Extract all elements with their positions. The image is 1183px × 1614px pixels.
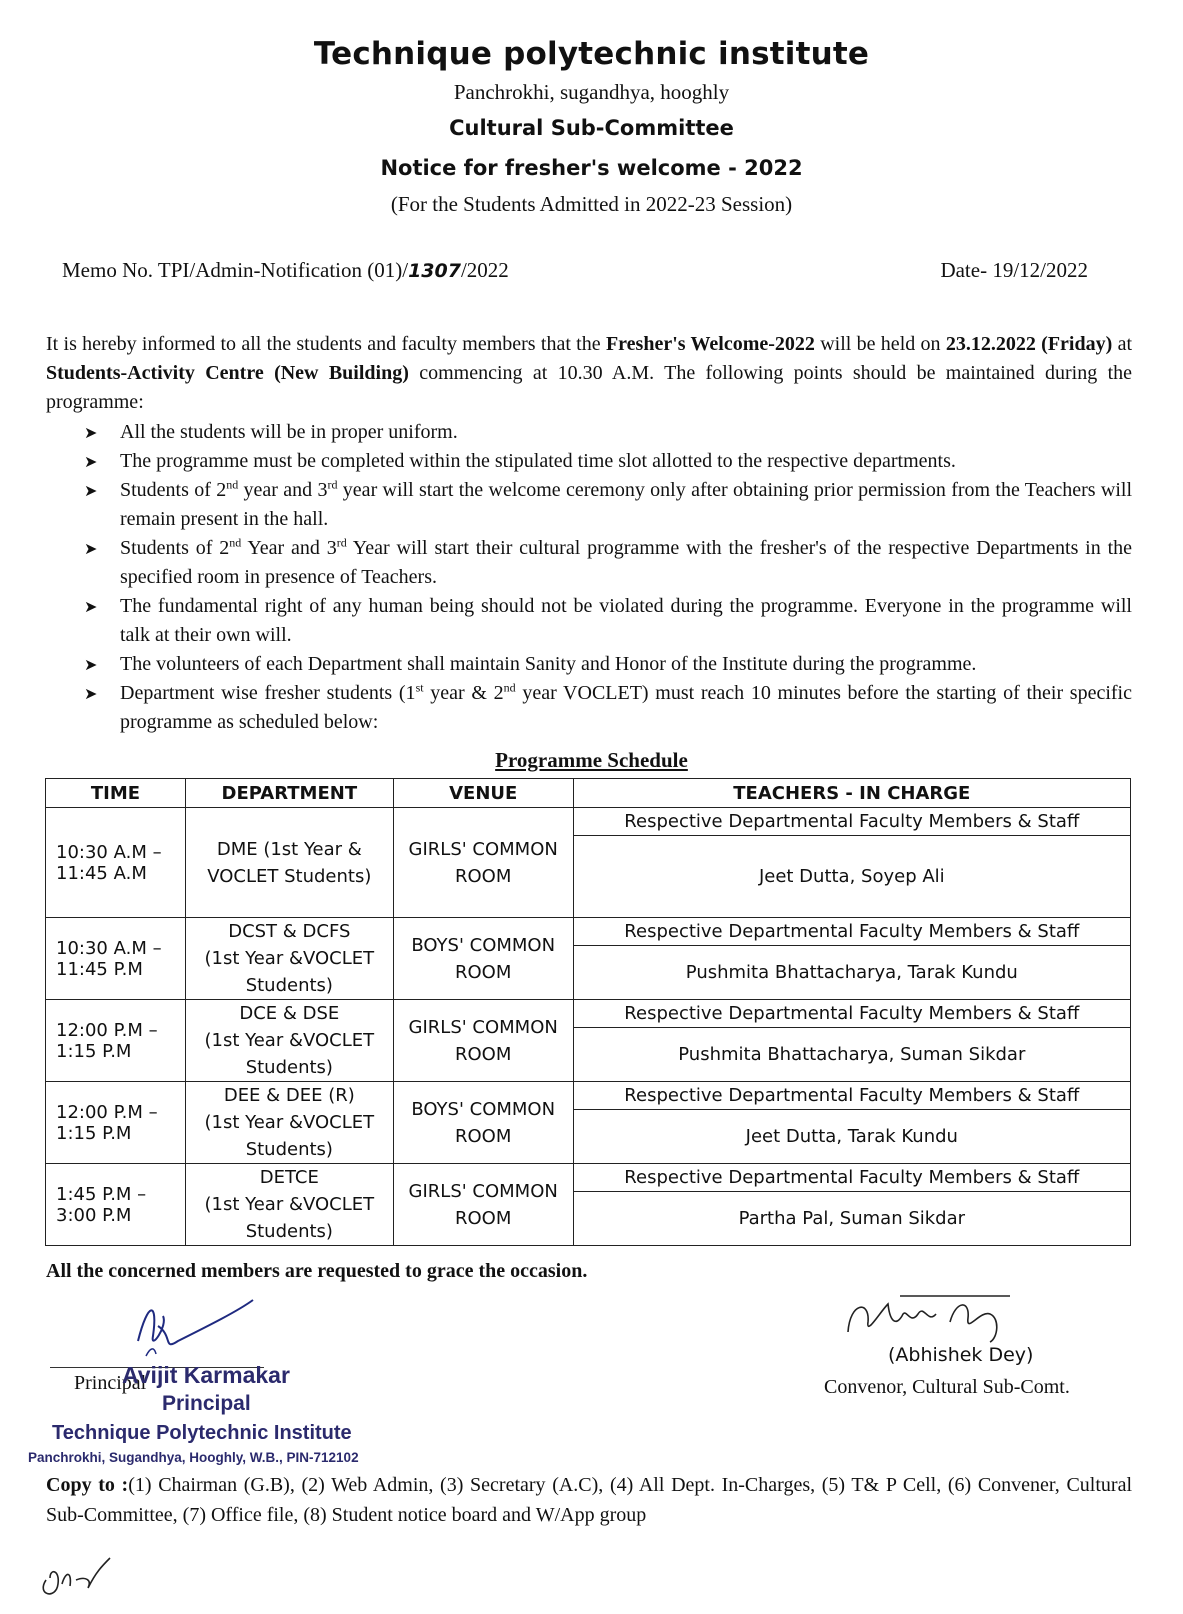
- list-item: [84, 476, 1132, 534]
- intro-paragraph: [46, 330, 1132, 417]
- time-start: 1:45 P.M –: [56, 1183, 147, 1205]
- list-item-text: The programme must be completed within the stipulated time slot allotted to the respective departments.: [120, 450, 956, 472]
- arrow-bullet-icon: ➤: [84, 684, 98, 703]
- committee-name: Cultural Sub-Committee: [449, 116, 734, 140]
- list-item-text: All the students will be in proper uniform.: [120, 421, 458, 443]
- time-end: 3:00 P.M: [56, 1204, 132, 1226]
- department-line: (1st Year &VOCLET: [204, 1030, 375, 1051]
- ordinal-suffix: nd: [503, 680, 516, 695]
- convenor-name: (Abhishek Dey): [888, 1344, 1034, 1366]
- venue-line: BOYS' COMMON: [411, 934, 556, 956]
- intro-text: It is hereby informed to all the students and faculty members that the: [46, 333, 606, 355]
- department-line: DME (1st Year &: [216, 838, 362, 860]
- time-cell: [46, 808, 186, 918]
- venue-cell: [393, 1000, 573, 1082]
- list-item-text: Department wise fresher students (1: [120, 682, 416, 704]
- list-item: [84, 592, 1132, 650]
- column-header-time: TIME: [46, 779, 186, 808]
- venue-cell: [393, 808, 573, 918]
- department-line: DETCE: [259, 1167, 319, 1188]
- list-item-text: year will start the welcome ceremony only after obtaining prior permission from the Teachers will remain present in the hall.: [120, 479, 1132, 530]
- staff-cell: Respective Departmental Faculty Members & Staff: [573, 1000, 1130, 1028]
- department-line: Students): [245, 1057, 333, 1078]
- principal-signature: [128, 1296, 268, 1366]
- table-row: [46, 808, 1131, 836]
- time-cell: [46, 918, 186, 1000]
- institute-name: Technique polytechnic institute: [313, 36, 870, 72]
- ordinal-suffix: nd: [229, 535, 242, 550]
- teachers-cell: Pushmita Bhattacharya, Suman Sikdar: [573, 1028, 1130, 1082]
- session-note: (For the Students Admitted in 2022-23 Session): [390, 192, 793, 216]
- event-name: Fresher's Welcome-2022: [605, 333, 815, 355]
- ordinal-suffix: nd: [226, 477, 239, 492]
- department-line: Students): [245, 1221, 333, 1242]
- time-cell: [46, 1082, 186, 1164]
- venue-line: GIRLS' COMMON: [408, 838, 558, 860]
- venue-cell: [393, 1082, 573, 1164]
- list-item-text: The fundamental right of any human being should not be violated during the programme. Everyone in the programme will talk at their own will.: [120, 595, 1132, 646]
- department-cell: [185, 918, 393, 1000]
- memo-number: [62, 258, 509, 283]
- list-item: [84, 418, 1132, 447]
- department-cell: [185, 808, 393, 918]
- department-line: (1st Year &VOCLET: [204, 948, 375, 969]
- arrow-bullet-icon: ➤: [84, 481, 98, 500]
- column-header-teachers: TEACHERS - IN CHARGE: [573, 779, 1130, 808]
- teachers-cell: Pushmita Bhattacharya, Tarak Kundu: [573, 946, 1130, 1000]
- column-header-department: DEPARTMENT: [185, 779, 393, 808]
- schedule-table: [45, 778, 1131, 1246]
- list-item-text: year and 3: [238, 479, 328, 501]
- arrow-bullet-icon: ➤: [84, 597, 98, 616]
- table-row: [46, 1000, 1131, 1028]
- arrow-bullet-icon: ➤: [84, 423, 98, 442]
- department-cell: [185, 1164, 393, 1246]
- staff-cell: Respective Departmental Faculty Members & Staff: [573, 1164, 1130, 1192]
- institute-address: Panchrokhi, sugandhya, hooghly: [453, 80, 730, 104]
- department-line: VOCLET Students): [207, 865, 372, 887]
- time-cell: [46, 1164, 186, 1246]
- copy-to-label: Copy to :: [46, 1474, 129, 1496]
- notice-title: Notice for fresher's welcome - 2022: [380, 156, 803, 180]
- time-start: 10:30 A.M –: [56, 841, 162, 863]
- stamp-title: Principal: [162, 1392, 251, 1415]
- department-cell: [185, 1000, 393, 1082]
- department-line: (1st Year &VOCLET: [204, 1112, 375, 1133]
- rules-list: [84, 418, 1132, 737]
- intro-text: will be held on: [814, 333, 946, 355]
- table-row: [46, 1164, 1131, 1192]
- time-start: 12:00 P.M –: [56, 1019, 158, 1041]
- time-cell: [46, 1000, 186, 1082]
- table-row: [46, 1082, 1131, 1110]
- list-item: [84, 679, 1132, 737]
- arrow-bullet-icon: ➤: [84, 452, 98, 471]
- schedule-title: Programme Schedule: [495, 748, 688, 772]
- department-line: Students): [245, 975, 333, 996]
- department-line: DCE & DSE: [239, 1003, 340, 1024]
- list-item-text: year & 2: [423, 682, 504, 704]
- stamp-name: Avijit Karmakar: [122, 1362, 290, 1388]
- list-item-text: The volunteers of each Department shall maintain Sanity and Honor of the Institute during the programme.: [120, 653, 977, 675]
- venue-line: ROOM: [455, 1207, 512, 1229]
- table-header-row: [46, 779, 1131, 808]
- time-end: 1:15 P.M: [56, 1040, 132, 1062]
- stamp-address: Panchrokhi, Sugandhya, Hooghly, W.B., PIN-712102: [28, 1450, 359, 1465]
- time-end: 11:45 P.M: [56, 958, 143, 980]
- venue-line: ROOM: [455, 865, 512, 887]
- teachers-cell: Jeet Dutta, Soyep Ali: [573, 836, 1130, 918]
- arrow-bullet-icon: ➤: [84, 539, 98, 558]
- list-item: [84, 650, 1132, 679]
- venue-line: GIRLS' COMMON: [408, 1016, 558, 1038]
- venue-line: ROOM: [455, 1043, 512, 1065]
- teachers-cell: Partha Pal, Suman Sikdar: [573, 1192, 1130, 1246]
- list-item-text: Year will start their cultural programme with the fresher's of the respective Departments in the specified room in presence of Teachers.: [120, 537, 1133, 588]
- time-start: 10:30 A.M –: [56, 937, 162, 959]
- list-item-text: Students of 2: [120, 479, 227, 501]
- intro-text: at: [1112, 333, 1133, 355]
- event-venue: Students-Activity Centre (New Building): [46, 362, 409, 384]
- convenor-signature: [840, 1292, 1040, 1344]
- department-line: (1st Year &VOCLET: [204, 1194, 375, 1215]
- column-header-venue: VENUE: [393, 779, 573, 808]
- time-start: 12:00 P.M –: [56, 1101, 158, 1123]
- event-date: 23.12.2022 (Friday): [945, 333, 1113, 355]
- staff-cell: Respective Departmental Faculty Members & Staff: [573, 808, 1130, 836]
- venue-line: GIRLS' COMMON: [408, 1180, 558, 1202]
- convenor-title: Convenor, Cultural Sub-Comt.: [824, 1376, 1070, 1398]
- department-line: Students): [245, 1139, 333, 1160]
- ordinal-suffix: rd: [327, 477, 338, 492]
- table-row: [46, 918, 1131, 946]
- ordinal-suffix: st: [415, 680, 424, 695]
- venue-cell: [393, 1164, 573, 1246]
- intro-text: commencing at 10.30 A.M. The following points should be maintained during the programme:: [46, 362, 1132, 413]
- department-line: DCST & DCFS: [228, 921, 351, 942]
- notice-date: Date- 19/12/2022: [940, 258, 1088, 282]
- venue-cell: [393, 918, 573, 1000]
- time-end: 11:45 A.M: [56, 862, 147, 884]
- staff-cell: Respective Departmental Faculty Members & Staff: [573, 1082, 1130, 1110]
- memo-prefix: Memo No. TPI/Admin-Notification (01)/: [62, 258, 409, 282]
- stamp-institute: Technique Polytechnic Institute: [52, 1422, 352, 1444]
- list-item-text: Students of 2: [120, 537, 230, 559]
- memo-handwritten-number: 1307: [408, 260, 461, 282]
- teachers-cell: Jeet Dutta, Tarak Kundu: [573, 1110, 1130, 1164]
- venue-line: ROOM: [455, 1125, 512, 1147]
- initials-signature: [36, 1550, 116, 1602]
- copy-to-list: (1) Chairman (G.B), (2) Web Admin, (3) Secretary (A.C), (4) All Dept. In-Charges, (5) T& P Cell, (6) Convener, Cultural Sub-Committee, (7) Office file, (8) Student notice board and W/App group: [46, 1474, 1132, 1526]
- list-item-text: Year and 3: [241, 537, 337, 559]
- department-cell: [185, 1082, 393, 1164]
- time-end: 1:15 P.M: [56, 1122, 132, 1144]
- venue-line: ROOM: [455, 961, 512, 983]
- staff-cell: Respective Departmental Faculty Members & Staff: [573, 918, 1130, 946]
- closing-line: All the concerned members are requested to grace the occasion.: [46, 1260, 588, 1282]
- venue-line: BOYS' COMMON: [411, 1098, 556, 1120]
- ordinal-suffix: rd: [336, 535, 347, 550]
- list-item: [84, 534, 1132, 592]
- principal-label: Principal: [74, 1372, 147, 1394]
- list-item: [84, 447, 1132, 476]
- memo-suffix: /2022: [460, 258, 509, 282]
- arrow-bullet-icon: ➤: [84, 655, 98, 674]
- list-item-text: year VOCLET) must reach 10 minutes before the starting of their specific programme as scheduled below:: [120, 682, 1132, 733]
- copy-to: [46, 1470, 1132, 1530]
- department-line: DEE & DEE (R): [223, 1085, 355, 1106]
